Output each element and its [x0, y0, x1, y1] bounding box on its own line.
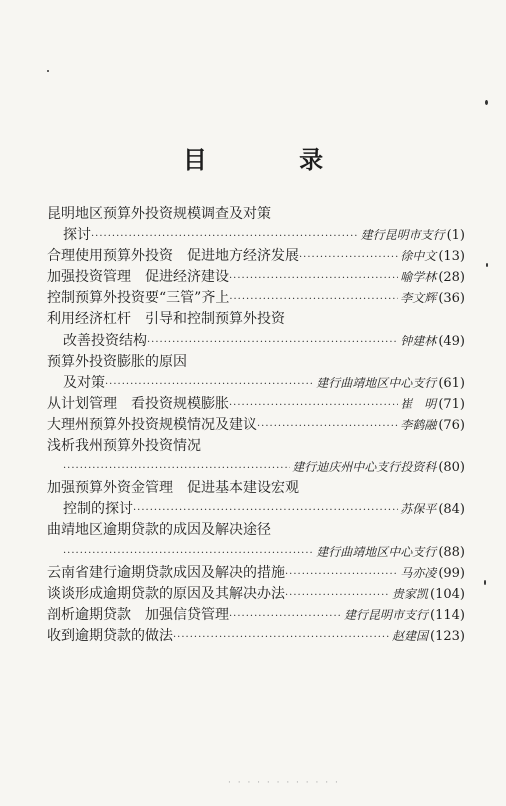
toc-entry-author: 钟建林	[400, 333, 437, 348]
toc-entry-author: 建行曲靖地区中心支行	[316, 544, 437, 559]
toc-entry-title: 利用经济杠杆 引导和控制预算外投资	[47, 311, 285, 328]
dot-leader	[63, 543, 314, 563]
dot-leader	[91, 226, 359, 246]
dot-leader	[173, 627, 390, 647]
toc-entry-page: (99)	[438, 565, 465, 581]
toc-entry-title: 加强预算外资金管理 促进基本建设宏观	[47, 480, 299, 497]
toc-entry	[47, 267, 465, 288]
toc-entry	[47, 225, 465, 246]
toc-entry	[47, 542, 465, 563]
toc-entry-page: (76)	[438, 417, 465, 433]
toc-entry	[47, 204, 465, 225]
toc-entry	[47, 352, 465, 373]
toc-entry-author: 马亦凌	[400, 565, 437, 580]
dot-leader	[133, 500, 398, 520]
dot-leader	[257, 416, 398, 436]
scan-speck	[485, 100, 488, 105]
dot-leader	[229, 289, 398, 309]
dot-leader	[229, 606, 342, 626]
toc-entry-author: 贵家凯	[392, 586, 429, 601]
toc-entry-page: (84)	[438, 502, 465, 518]
toc-entry-title: 控制预算外投资要“三管”齐上	[47, 290, 230, 307]
page-title: 目 录	[182, 145, 366, 174]
toc-entry-page: (13)	[438, 249, 465, 265]
toc-entry-page: (1)	[446, 228, 465, 244]
toc-entry	[47, 478, 465, 499]
toc-entry	[47, 563, 465, 584]
toc-entry	[47, 520, 465, 541]
toc-entry-author: 建行迪庆州中心支行投资科	[292, 460, 437, 475]
toc-entry-title: 大理州预算外投资规模情况及建议	[47, 416, 257, 433]
toc-entry-title: 改善投资结构	[63, 332, 147, 349]
dot-leader	[147, 332, 398, 352]
toc-entry-title: 收到逾期贷款的做法	[47, 627, 173, 644]
toc-entry-author: 崔 明	[400, 396, 437, 411]
toc-entry-title: 控制的探讨	[63, 501, 133, 518]
dot-leader	[229, 268, 398, 288]
dot-leader	[285, 585, 390, 605]
toc-entry	[47, 394, 465, 415]
toc-entry-title: 探讨	[63, 227, 91, 244]
toc-entry-page: (88)	[438, 544, 465, 560]
toc-entry	[47, 457, 465, 478]
toc-entry-page: (114)	[430, 607, 465, 623]
scan-speck	[47, 70, 49, 72]
toc-entry-title: 加强投资管理 促进经济建设	[47, 269, 229, 286]
toc-entry	[47, 436, 465, 457]
toc-entry	[47, 605, 465, 626]
toc-entry-author: 李文辉	[400, 291, 437, 306]
toc-entry-title: 谈谈形成逾期贷款的原因及其解决办法	[47, 585, 285, 602]
toc-entry-author: 建行昆明市支行	[360, 228, 445, 243]
toc-entry-page: (80)	[438, 460, 465, 476]
dot-leader	[63, 458, 290, 478]
toc-entry-author: 建行昆明市支行	[344, 607, 429, 622]
toc-entry	[47, 626, 465, 647]
toc-entry-title: 剖析逾期贷款 加强信贷管理	[47, 606, 229, 623]
toc-entry	[47, 331, 465, 352]
scan-artifact: · · · · · · · · · · · ·	[228, 778, 340, 788]
toc-entry-author: 李鹤融	[400, 417, 437, 432]
table-of-contents	[47, 204, 465, 647]
scan-speck	[484, 580, 486, 585]
toc-entry-title: 浅析我州预算外投资情况	[47, 438, 201, 455]
toc-entry-title: 预算外投资膨胀的原因	[47, 353, 187, 370]
toc-entry-page: (123)	[430, 628, 465, 644]
toc-entry	[47, 584, 465, 605]
toc-entry-page: (61)	[438, 375, 465, 391]
dot-leader	[299, 247, 398, 267]
toc-entry	[47, 373, 465, 394]
toc-entry	[47, 309, 465, 330]
toc-entry-title: 合理使用预算外投资 促进地方经济发展	[47, 248, 299, 265]
toc-entry-title: 曲靖地区逾期贷款的成因及解决途径	[47, 522, 271, 539]
toc-entry-page: (49)	[438, 333, 465, 349]
toc-entry-title: 云南省建行逾期贷款成因及解决的措施	[47, 564, 285, 581]
toc-entry-title: 昆明地区预算外投资规模调查及对策	[47, 206, 271, 222]
dot-leader	[285, 564, 398, 584]
toc-entry-author: 赵建国	[392, 628, 429, 643]
dot-leader	[229, 395, 398, 415]
toc-entry-title: 从计划管理 看投资规模膨胀	[47, 395, 229, 412]
toc-entry	[47, 499, 465, 520]
toc-entry-author: 徐中文	[400, 249, 437, 264]
toc-entry-page: (104)	[430, 586, 465, 602]
toc-entry	[47, 415, 465, 436]
scan-speck	[486, 263, 488, 267]
toc-entry-title: 及对策	[63, 374, 105, 391]
toc-entry-page: (71)	[438, 396, 465, 412]
toc-entry	[47, 288, 465, 309]
toc-entry-author: 喻学林	[400, 270, 437, 285]
toc-entry-author: 苏保平	[400, 502, 437, 517]
toc-entry	[47, 246, 465, 267]
toc-entry-page: (36)	[438, 291, 465, 307]
toc-entry-page: (28)	[438, 270, 465, 286]
toc-entry-author: 建行曲靖地区中心支行	[316, 375, 437, 390]
dot-leader	[105, 374, 314, 394]
